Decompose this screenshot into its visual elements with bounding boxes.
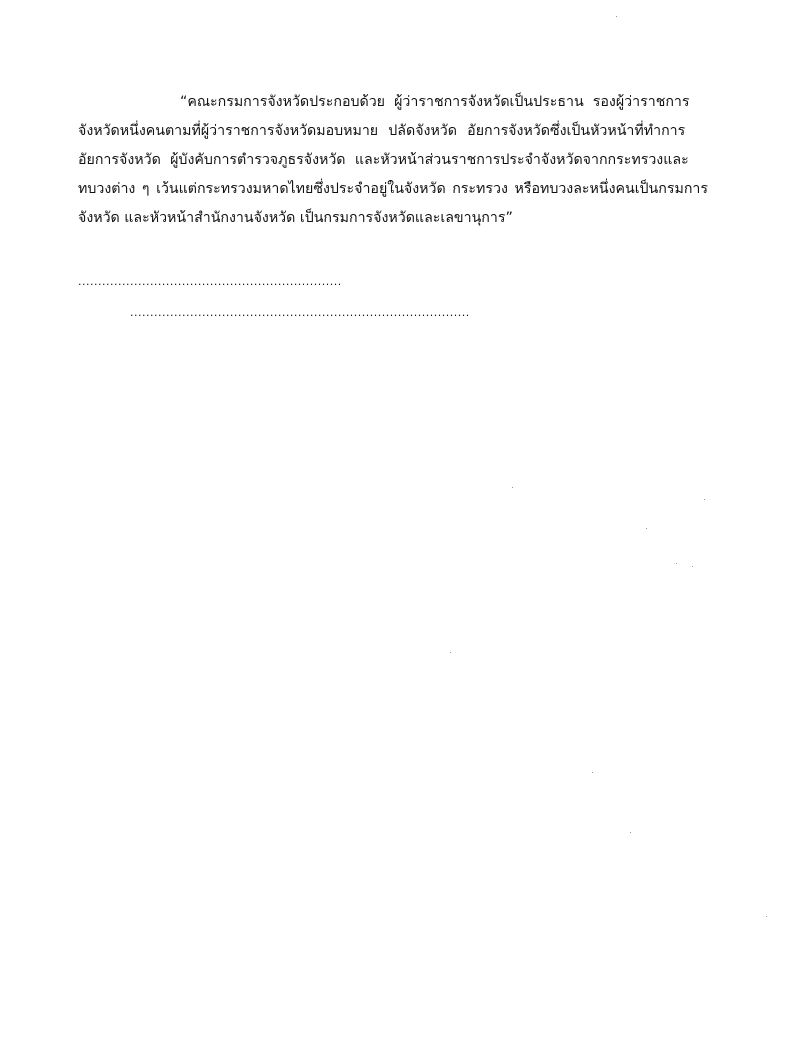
dotted-separator-1: .................................................................. [78, 275, 342, 288]
paragraph-line-text: จังหวัดหนึ่งคนตามที่ผู้ว่าราชการจังหวัดมอบหมาย ปลัดจังหวัด อัยการจังหวัดซึ่งเป็นหัวหน้าที่ทำการ [78, 123, 686, 139]
paragraph-line-text: ทบวงต่าง ๆ เว้นแต่กระทรวงมหาดไทยซึ่งประจำอยู่ในจังหวัด กระทรวง หรือทบวงละหนึ่งคนเป็นกรมการ [78, 181, 708, 197]
paragraph-line-text: “คณะกรมการจังหวัดประกอบด้วย ผู้ว่าราชการจังหวัดเป็นประธาน รองผู้ว่าราชการ [180, 94, 690, 110]
scan-speck [704, 499, 705, 500]
scan-speck [512, 487, 513, 488]
quoted-paragraph [78, 88, 708, 233]
paragraph-line-text: จังหวัด และหัวหน้าสำนักงานจังหวัด เป็นกรมการจังหวัดและเลขานุการ” [78, 210, 513, 226]
scan-speck [676, 563, 677, 564]
scan-speck [766, 916, 767, 917]
paragraph-line-text: อัยการจังหวัด ผู้บังคับการตำรวจภูธรจังหวัด และหัวหน้าส่วนราชการประจำจังหวัดจากกระทรวงและ [78, 152, 689, 168]
paragraph-line-3 [78, 146, 708, 175]
scan-speck [592, 772, 593, 773]
scan-speck [646, 528, 647, 529]
paragraph-line-4 [78, 175, 708, 204]
paragraph-line-2 [78, 117, 708, 146]
scan-speck [450, 652, 451, 653]
dotted-separator-2: ..................................................................................... [130, 306, 470, 319]
paragraph-line-1 [78, 88, 708, 117]
scan-speck [692, 566, 693, 567]
scan-speck [630, 832, 631, 833]
paragraph-line-5 [78, 204, 708, 233]
scan-speck [616, 16, 617, 17]
